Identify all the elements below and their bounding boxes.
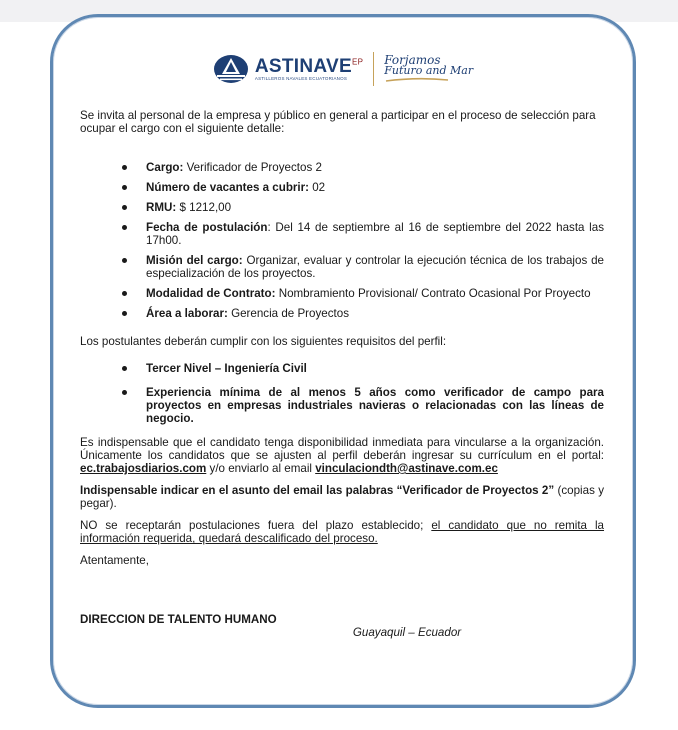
signature: DIRECCION DE TALENTO HUMANO <box>80 613 277 626</box>
subject-note: Indispensable indicar en el asunto del email las palabras “Verificador de Proyectos 2” (copias y pegar). <box>80 484 604 510</box>
requirements-list <box>80 362 604 425</box>
logo-subtitle: ASTILLEROS NAVALES ECUATORIANOS <box>254 75 348 81</box>
deadline-note: NO se receptarán postulaciones fuera del plazo establecido; el candidato que no remita la información requerida, quedará descalificado del proceso. <box>80 519 605 545</box>
slogan-line-2: Futuro and Mar <box>384 64 474 78</box>
header-logos <box>53 45 633 93</box>
intro-text: Se invita al personal de la empresa y público en general a participar en el proceso de selección para ocupar el cargo con el siguiente detalle: <box>80 109 596 135</box>
availability-paragraph: Es indispensable que el candidato tenga disponibilidad inmediata para vincularse a la organización. Únicamente los candidatos que se ajusten al perfil deberán ingresar su currículum en el portal: ec.trabajosdiarios.com y/o enviarlo al email vinculaciondth@astinave.com.ec <box>80 436 604 475</box>
job-details-list <box>80 161 604 320</box>
posting-body <box>80 109 604 639</box>
signature-block <box>80 613 604 639</box>
detail-rmu: RMU: $ 1212,00 <box>122 201 604 214</box>
requirements-intro: Los postulantes deberán cumplir con los siguientes requisitos del perfil: <box>80 335 447 348</box>
logo-name: $ASTINAVE^{EP}$ <box>254 55 364 77</box>
city: Guayaquil – Ecuador <box>352 626 462 639</box>
ship-emblem-icon <box>213 54 249 84</box>
closing-text: Atentamente, <box>80 554 149 567</box>
detail-area: Área a laborar: Gerencia de Proyectos <box>122 307 604 320</box>
requirement-item: Tercer Nivel – Ingeniería Civil <box>122 362 604 375</box>
requirement-item: Experiencia mínima de al menos 5 años como verificador de campo para proyectos en empresas industriales navieras o relacionadas con las líneas de negocio. <box>122 386 604 425</box>
detail-cargo: Cargo: Verificador de Proyectos 2 <box>122 161 604 174</box>
detail-fecha: Fecha de postulación: Del 14 de septiembre al 16 de septiembre del 2022 hasta las 17h00. <box>122 221 604 247</box>
logo-divider <box>373 52 374 86</box>
portal-link[interactable]: ec.trabajosdiarios.com <box>80 462 207 475</box>
detail-mision: Misión del cargo: Organizar, evaluar y controlar la ejecución técnica de los trabajos de especialización de los proyectos. <box>122 254 604 280</box>
job-posting-card <box>50 14 636 708</box>
email-link[interactable]: vinculaciondth@astinave.com.ec <box>315 462 498 475</box>
swoosh-icon <box>384 77 450 83</box>
slogan-line-1: Forjamos <box>384 53 441 68</box>
detail-vacantes: Número de vacantes a cubrir: 02 <box>122 181 604 194</box>
astinave-logo <box>213 54 363 84</box>
detail-modalidad: Modalidad de Contrato: Nombramiento Provisional/ Contrato Ocasional Por Proyecto <box>122 287 604 300</box>
slogan-logo <box>384 55 473 83</box>
